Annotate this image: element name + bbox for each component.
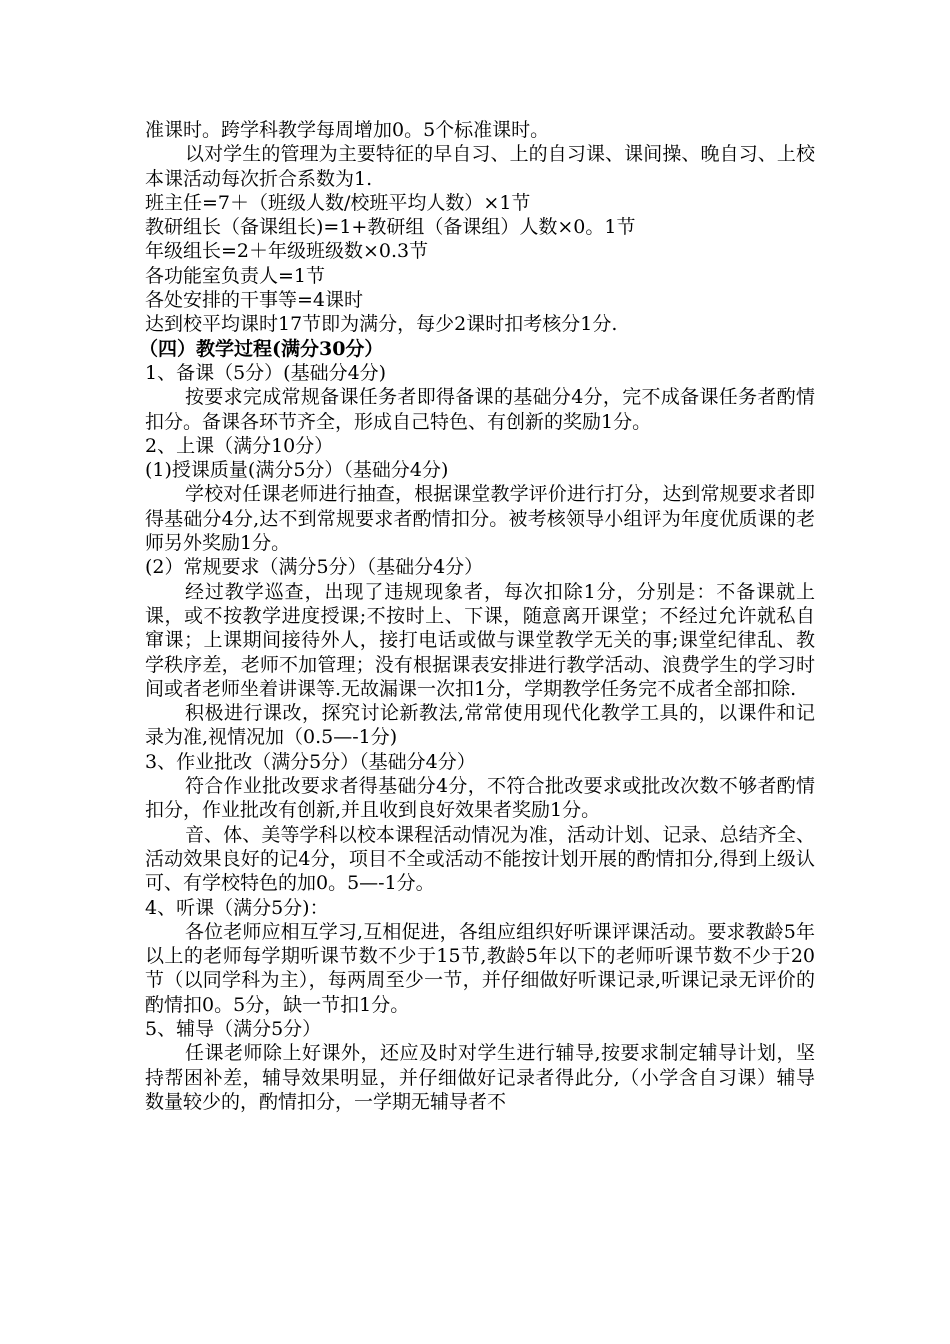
paragraph: 符合作业批改要求者得基础分4分，不符合批改要求或批改次数不够者酌情扣分，作业批改有创新,并且收到良好效果者奖励1分。	[145, 775, 815, 822]
subsection-heading: 2、上课（满分10分）	[145, 434, 334, 457]
formula-line: 年级组长=2＋年级班级数×0.3节	[145, 240, 429, 263]
formula-line: 各功能室负责人=1节	[145, 264, 326, 287]
paragraph: 经过教学巡查，出现了违规现象者，每次扣除1分，分别是：不备课就上课，或不按教学进度授课;不按时上、下课，随意离开课堂；不经过允许就私自窜课；上课期间接待外人，接打电话或做与课堂教学无关的事;课堂纪律乱、教学秩序差，老师不加管理；没有根据课表安排进行教学活动、浪费学生的学习时间或者老师坐着讲课等.无故漏课一次扣1分，学期教学任务完不成者全部扣除.	[145, 580, 815, 700]
subsection-heading: 5、辅导（满分5分）	[145, 1017, 322, 1040]
subsection-heading: 1、备课（5分）(基础分4分)	[145, 361, 387, 384]
formula-line: 各处安排的干事等=4课时	[145, 289, 364, 312]
subsection-heading: 4、听课（满分5分)：	[145, 896, 329, 919]
paragraph: 按要求完成常规备课任务者即得备课的基础分4分，完不成备课任务者酌情扣分。备课各环节齐全，形成自己特色、有创新的奖励1分。	[145, 386, 815, 433]
section-heading: （四）教学过程(满分30分）	[139, 337, 384, 360]
paragraph: 音、体、美等学科以校本课程活动情况为准，活动计划、记录、总结齐全、活动效果良好的记4分，项目不全或活动不能按计划开展的酌情扣分,得到上级认可、有学校特色的加0。5—-1分。	[145, 823, 815, 895]
subsection-heading: 3、作业批改（满分5分）（基础分4分）	[145, 750, 476, 773]
subsection-heading: (2）常规要求（满分5分）（基础分4分）	[145, 556, 484, 579]
subsection-heading: (1)授课质量(满分5分）（基础分4分)	[145, 459, 449, 482]
paragraph: 达到校平均课时17节即为满分，每少2课时扣考核分1分.	[145, 313, 618, 336]
paragraph: 以对学生的管理为主要特征的早自习、上的自习课、课间操、晚自习、上校本课活动每次折合系数为1.	[145, 143, 815, 190]
document-body	[139, 118, 815, 1114]
formula-line: 教研组长（备课组长)=1+教研组（备课组）人数×0。1节	[145, 216, 636, 239]
paragraph: 各位老师应相互学习,互相促进，各组应组织好听课评课活动。要求教龄5年以上的老师每学期听课节数不少于15节,教龄5年以下的老师听课节数不少于20节（以同学科为主），每两周至少一节，并仔细做好听课记录,听课记录无评价的酌情扣0。5分，缺一节扣1分。	[145, 920, 815, 1016]
formula-line: 班主任=7＋（班级人数/校班平均人数）×1节	[145, 191, 531, 214]
paragraph: 学校对任课老师进行抽查，根据课堂教学评价进行打分，达到常规要求者即得基础分4分,达不到常规要求者酌情扣分。被考核领导小组评为年度优质课的老师另外奖励1分。	[145, 483, 815, 555]
paragraph: 积极进行课改，探究讨论新教法,常常使用现代化教学工具的，以课件和记录为准,视情况加（0.5—-1分)	[145, 702, 815, 749]
paragraph: 准课时。跨学科教学每周增加0。5个标准课时。	[145, 119, 550, 141]
paragraph: 任课老师除上好课外，还应及时对学生进行辅导,按要求制定辅导计划，坚持帮困补差，辅导效果明显，并仔细做好记录者得此分,（小学含自习课）辅导数量较少的，酌情扣分，一学期无辅导者不	[145, 1042, 815, 1113]
